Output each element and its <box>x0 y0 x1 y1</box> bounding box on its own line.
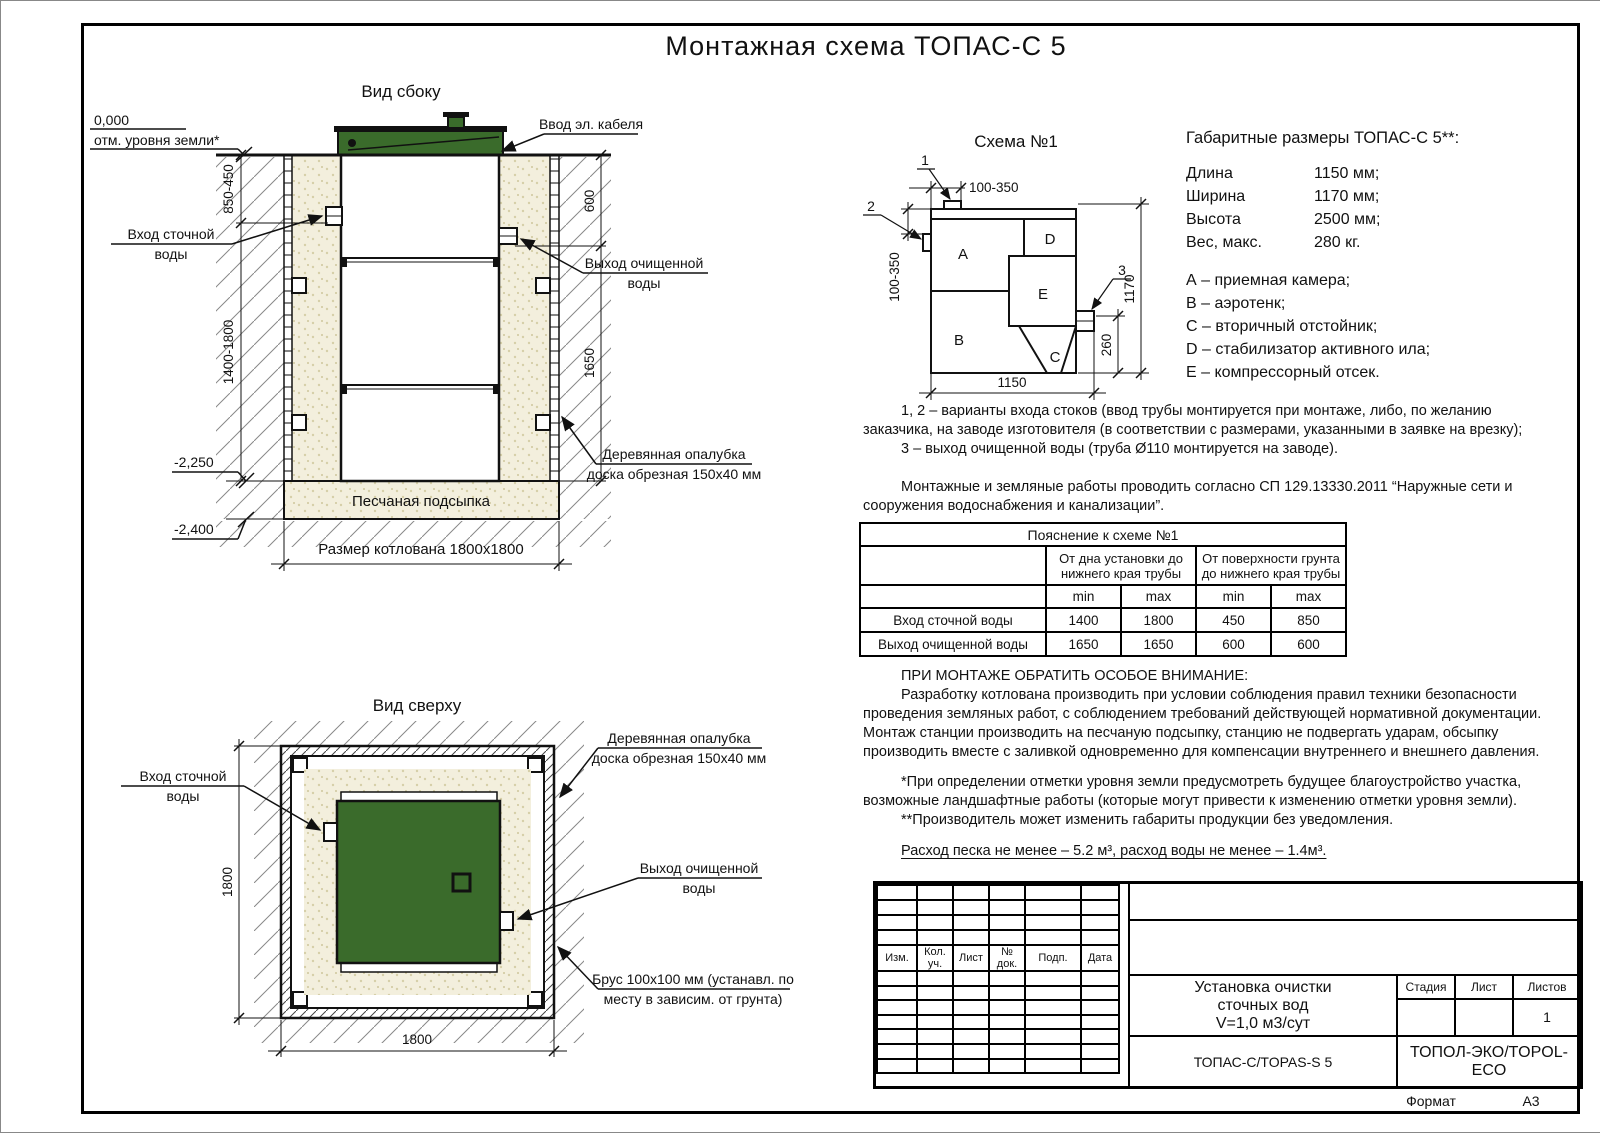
formwork-label: доска обрезная 150х40 мм <box>586 466 762 482</box>
footnotes-block <box>863 773 1551 830</box>
row-value: 1400 <box>1046 608 1121 632</box>
marker-1: 1 <box>921 152 929 168</box>
outlet-pipe-stub <box>500 912 513 930</box>
spec-row <box>1186 231 1566 254</box>
dim-right-upper: 600 <box>582 189 597 213</box>
format-value: А3 <box>1522 1093 1540 1109</box>
table-max: max <box>1121 585 1196 608</box>
drawing-title: Монтажная схема ТОПАС-С 5 <box>665 31 1067 61</box>
attention-title: ПРИ МОНТАЖЕ ОБРАТИТЬ ОСОБОЕ ВНИМАНИЕ: <box>901 668 1249 684</box>
col-podp: Подп. <box>1025 945 1081 971</box>
spec-value: 1150 мм; <box>1314 165 1380 182</box>
col-ndok: № док. <box>989 945 1025 971</box>
footnote-star1: *При определении отметки уровня земли предусмотреть будущее благоустройство участка, возможные ландшафтные работы (которые могут привести к изменению отметки уровня земли). <box>863 774 1522 809</box>
vent-hatch <box>453 874 470 891</box>
spec-label: Высота <box>1186 211 1241 228</box>
dim-right: 1170 <box>1122 274 1137 304</box>
formwork-label: доска обрезная 150х40 мм <box>591 750 767 766</box>
dim-outlet: 260 <box>1099 333 1114 357</box>
footnote-star2: **Производитель может изменить габариты продукции без уведомления. <box>901 812 1394 828</box>
note-sp <box>863 478 1551 516</box>
level-tank-bottom: -2,250 <box>174 454 214 470</box>
level-pit-bottom: -2,400 <box>174 521 214 537</box>
row-value: 600 <box>1196 632 1271 656</box>
top-view-title: Вид сверху <box>372 696 462 715</box>
dim-bottom: 1800 <box>401 1032 433 1047</box>
row-name: Вход сточной воды <box>860 608 1046 632</box>
table-title: Пояснение к схеме №1 <box>860 523 1346 546</box>
sheets-label: Листов <box>1527 980 1567 994</box>
title-block <box>873 881 1583 1089</box>
side-view-drawing <box>86 81 806 581</box>
format-row <box>1371 1093 1583 1109</box>
document-title <box>1130 976 1396 1035</box>
note-inlet-variants: 1, 2 – варианты входа стоков (ввод трубы монтируется при монтаже, либо, по желанию заказчика, на заводе изготовителя (в соответствии с размерами, указанными в заявке на врезку); <box>863 403 1523 438</box>
stage-label: Стадия <box>1405 980 1447 994</box>
row-value: 600 <box>1271 632 1346 656</box>
table-group1: От дна установки до нижнего края трубы <box>1046 546 1196 585</box>
format-label: Формат <box>1406 1093 1456 1109</box>
notes-variants <box>863 402 1551 459</box>
outlet-label: Выход очищенной <box>584 255 704 271</box>
lid-edge-strip-top <box>341 792 497 801</box>
formwork-plank-right <box>550 155 559 481</box>
sand-bedding-label: Песчаная подсыпка <box>351 493 491 510</box>
top-view-drawing <box>86 691 806 1091</box>
outlet-label: воды <box>682 880 716 896</box>
col-list: Лист <box>953 945 989 971</box>
legend-item: Е – компрессорный отсек. <box>1186 364 1380 381</box>
inlet-option-2 <box>923 234 931 251</box>
marker-3: 3 <box>1118 262 1126 278</box>
consumption-text: Расход песка не менее – 5.2 м³, расход воды не менее – 1.4м³. <box>901 843 1327 859</box>
dimensions-block <box>1186 129 1566 384</box>
formwork-label: Деревянная опалубка <box>602 446 746 462</box>
spec-label: Вес, макс. <box>1186 234 1262 251</box>
compartment-a: A <box>957 246 969 263</box>
beam-clamp <box>292 278 306 293</box>
formwork-label: Деревянная опалубка <box>607 730 751 746</box>
lid-top-edge <box>334 126 507 132</box>
sheets-value: 1 <box>1543 1008 1551 1025</box>
document-title-line: V=1,0 м3/сут <box>1215 1014 1311 1032</box>
revision-header-row <box>877 945 1119 971</box>
lid-hinge <box>348 139 356 147</box>
compartment-c: C <box>1049 349 1061 366</box>
col-izm: Изм. <box>877 945 917 971</box>
dim-right-lower: 1650 <box>582 347 597 379</box>
dim-side: 1800 <box>220 866 235 898</box>
spec-row <box>1186 162 1566 185</box>
inlet-label: Вход сточной <box>127 226 215 242</box>
marker-2: 2 <box>867 198 875 214</box>
document-title-line: сточных вод <box>1217 996 1309 1014</box>
unit-lid-top <box>337 801 500 963</box>
legend-item: А – приемная камера; <box>1186 272 1351 289</box>
cable-entry-label: Ввод эл. кабеля <box>538 116 644 132</box>
schema-title: Схема №1 <box>974 132 1058 151</box>
table-row <box>860 632 1346 656</box>
vent-cap <box>443 112 469 117</box>
level-zero-sub: отм. уровня земли* <box>94 132 220 148</box>
spec-value: 2500 мм; <box>1314 211 1381 228</box>
tank-lid <box>338 130 503 155</box>
table-group2: От поверхности грунта до нижнего края трубы <box>1196 546 1346 585</box>
inlet-label: Вход сточной <box>139 768 227 784</box>
spec-row <box>1186 208 1566 231</box>
col-data: Дата <box>1081 945 1119 971</box>
sheet-label: Лист <box>1470 980 1498 994</box>
model-name: ТОПАС-С/TOPAS-S 5 <box>1193 1053 1333 1070</box>
spec-row <box>1186 185 1566 208</box>
beam-clamp <box>292 415 306 430</box>
dim-bottom: 1150 <box>997 375 1027 390</box>
consumption-note <box>863 842 1551 861</box>
inlet-label: воды <box>154 246 188 262</box>
dim-left: 100-350 <box>887 252 902 302</box>
spec-label: Длина <box>1186 165 1233 182</box>
outlet-label: Выход очищенной <box>639 860 759 876</box>
note-outlet: 3 – выход очищенной воды (труба Ø110 монтируется на заводе). <box>901 441 1338 457</box>
spec-value: 1170 мм; <box>1314 188 1380 205</box>
dim-depth-lower: 1400-1800 <box>221 319 236 385</box>
side-view-title: Вид сбоку <box>361 82 441 101</box>
row-value: 450 <box>1196 608 1271 632</box>
compartment-b: B <box>953 332 965 349</box>
spec-label: Ширина <box>1186 188 1246 205</box>
attention-block <box>863 667 1551 762</box>
sand-backfill-left <box>292 155 341 481</box>
row-value: 850 <box>1271 608 1346 632</box>
table-max: max <box>1271 585 1346 608</box>
beam-label: Брус 100х100 мм (устанавл. по <box>592 971 794 987</box>
row-name: Выход очищенной воды <box>860 632 1046 656</box>
lid-edge-strip-bottom <box>341 963 497 972</box>
sand-backfill-right <box>499 155 550 481</box>
pipe-elevation-table <box>859 522 1347 657</box>
beam-clamp <box>536 415 550 430</box>
schema-drawing <box>851 119 1181 419</box>
beam-clamp <box>536 278 550 293</box>
inlet-option-1 <box>944 201 961 209</box>
outlet-label: воды <box>627 275 661 291</box>
tank-body <box>341 155 499 481</box>
compartment-legend <box>1186 269 1566 384</box>
formwork-plank-left <box>284 155 292 481</box>
document-title-line: Установка очистки <box>1194 978 1332 996</box>
inlet-label: воды <box>166 788 200 804</box>
attention-body: Разработку котлована производить при условии соблюдения правил техники безопасности проведения земляных работ, с соблюдением требований действующей нормативной документации. Монтаж станции производить на песчаную подсыпку, станцию не подвергать ударам, обсыпку производить вместе с заливкой одновременно для компенсации внутреннего и внешнего давления. <box>863 687 1542 760</box>
beam-label: месту в зависим. от грунта) <box>603 991 783 1007</box>
dim-top: 100-350 <box>969 180 1019 195</box>
specs-heading: Габаритные размеры ТОПАС-С 5**: <box>1186 129 1460 147</box>
pit-size-dim: Размер котлована 1800х1800 <box>318 541 524 558</box>
level-zero: 0,000 <box>94 112 130 128</box>
company-name: ТОПОЛ-ЭКО/TOPOL-ECO <box>1410 1043 1568 1079</box>
table-min: min <box>1046 585 1121 608</box>
table-min: min <box>1196 585 1271 608</box>
vent-pipe <box>448 117 464 128</box>
dim-depth-upper: 850-450 <box>221 164 236 214</box>
spec-value: 280 кг. <box>1314 234 1361 251</box>
table-empty-cell <box>860 585 1046 608</box>
row-value: 1800 <box>1121 608 1196 632</box>
compartment-e: E <box>1037 286 1049 303</box>
legend-item: D – стабилизатор активного ила; <box>1186 341 1431 358</box>
table-row <box>860 608 1346 632</box>
row-value: 1650 <box>1046 632 1121 656</box>
table-corner-cell <box>860 546 1046 585</box>
legend-item: С – вторичный отстойник; <box>1186 318 1378 335</box>
inlet-pipe-stub <box>324 823 337 841</box>
note-sp-text: Монтажные и земляные работы проводить согласно СП 129.13330.2011 “Наружные сети и сооружения водоснабжения и канализации”. <box>863 479 1513 514</box>
legend-item: В – аэротенк; <box>1186 295 1286 312</box>
compartment-d: D <box>1044 231 1056 248</box>
revision-grid <box>876 884 1120 1074</box>
row-value: 1650 <box>1121 632 1196 656</box>
col-koluch: Кол. уч. <box>917 945 953 971</box>
